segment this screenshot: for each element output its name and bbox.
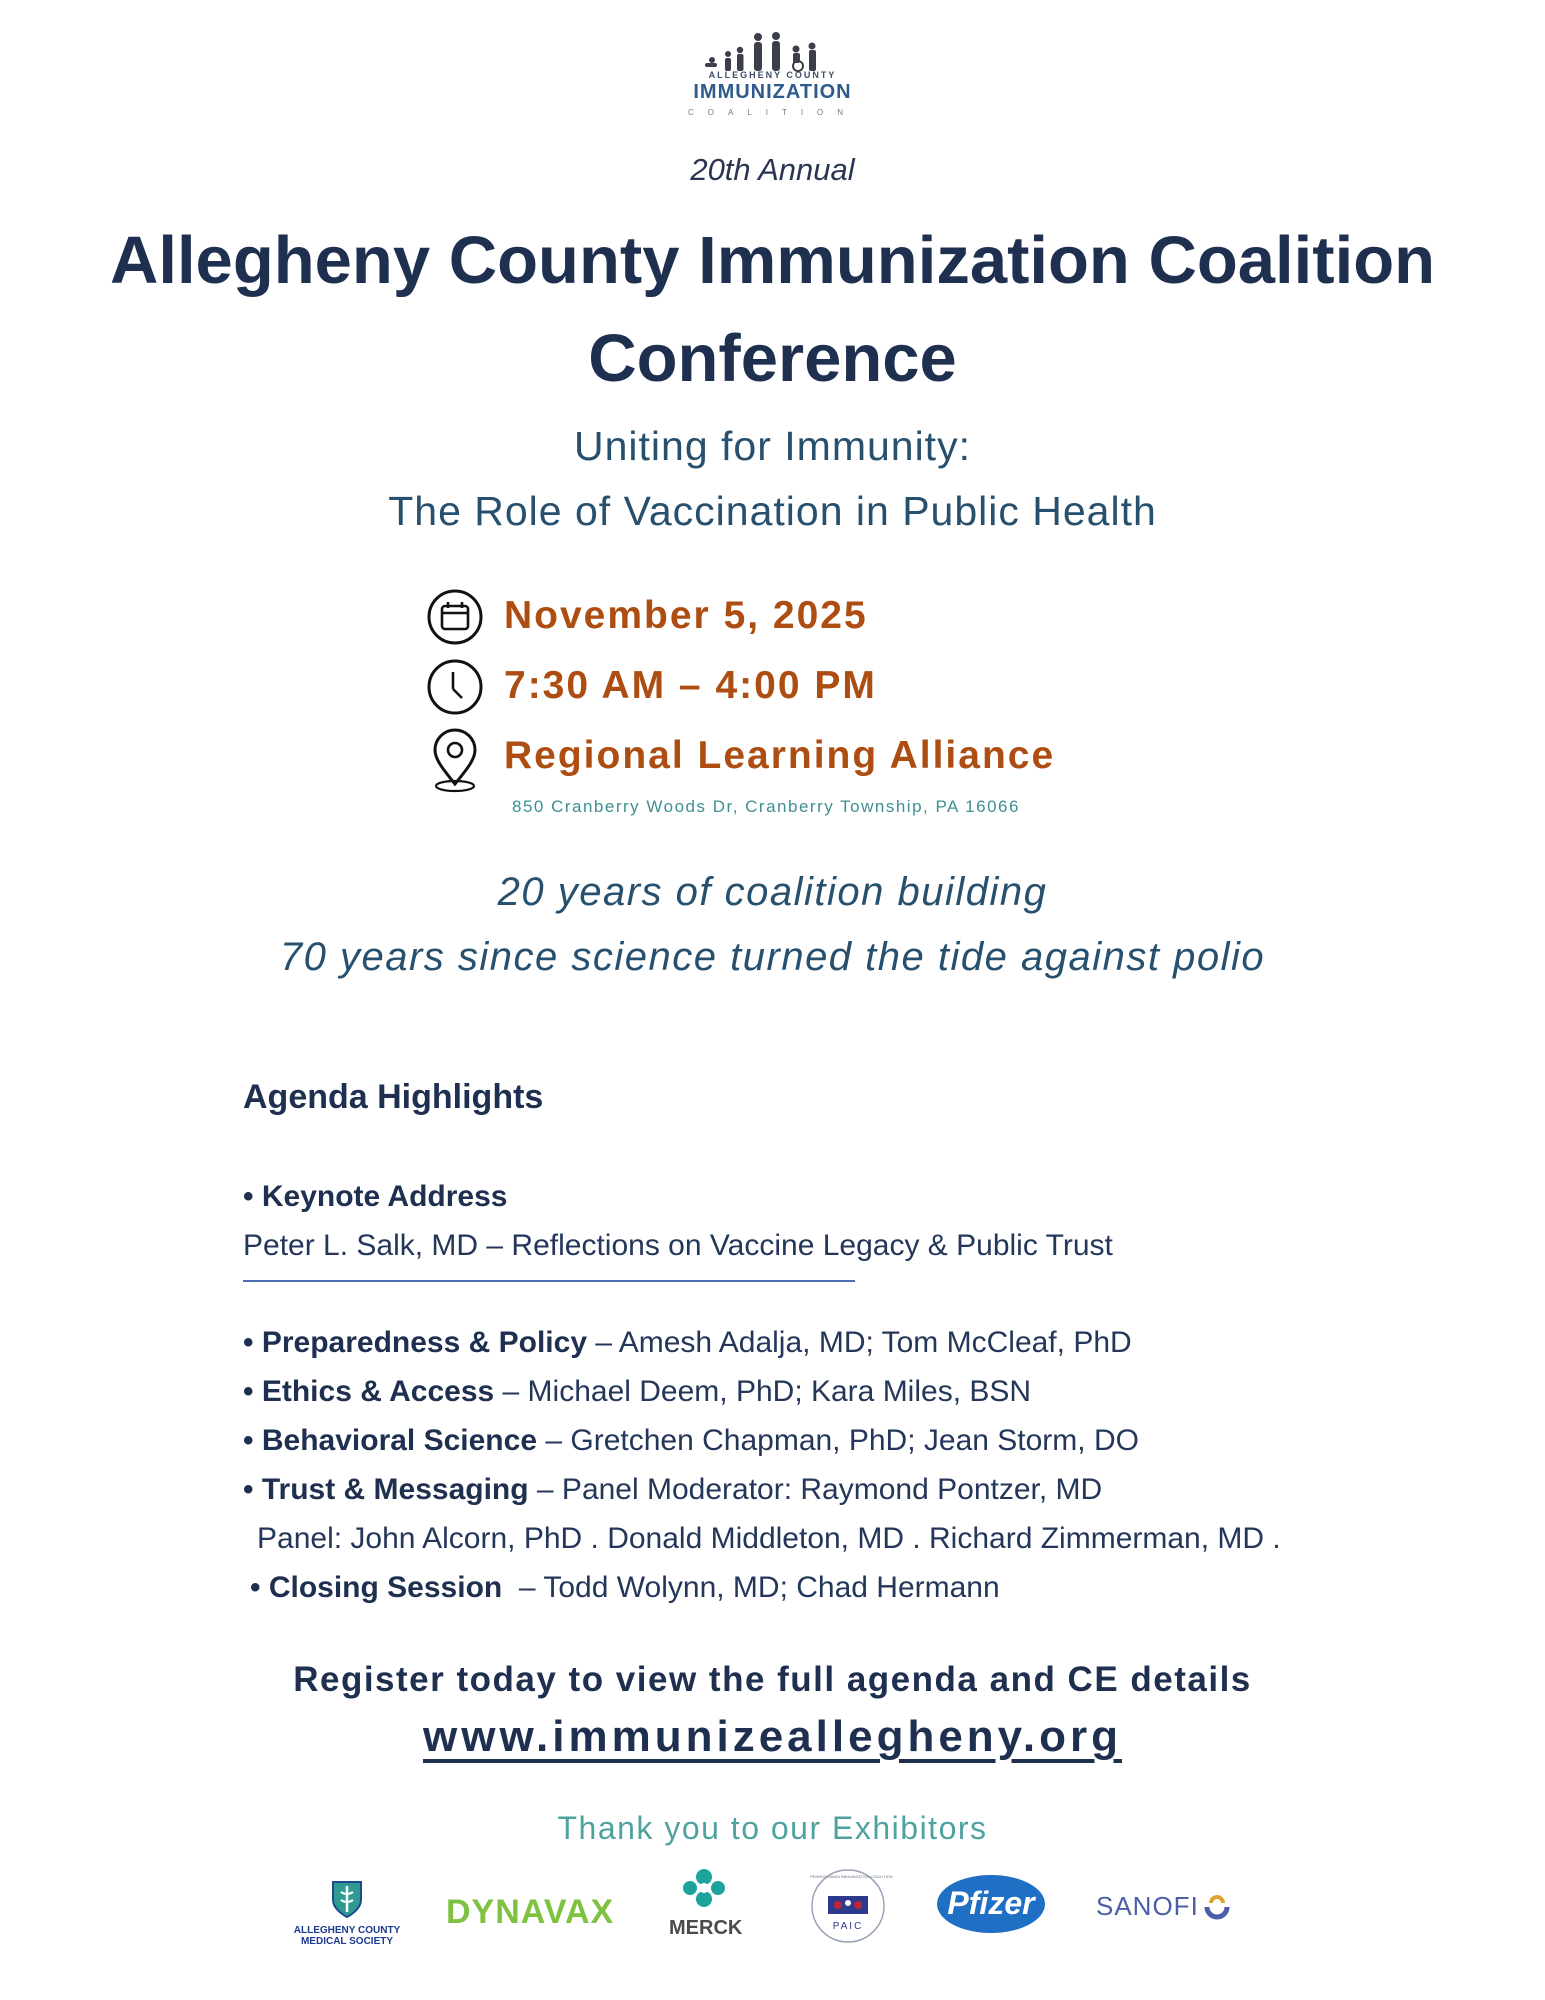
exhibitors-heading: Thank you to our Exhibitors [557,1810,988,1846]
merck-emblem-icon [681,1868,727,1908]
event-time: 7:30 AM – 4:00 PM [504,664,877,707]
acms-line-1: ALLEGHENY COUNTY [293,1925,401,1936]
sanofi-text: SANOFI [1096,1891,1199,1921]
tagline-1: 20 years of coalition building [497,870,1048,914]
title-line-1: Allegheny County Immunization Coalition [109,223,1436,298]
subtitle-line-2: The Role of Vaccination in Public Health [388,488,1157,534]
paic-seal-icon [810,1868,893,1944]
agenda-item-bullet: • [243,1375,254,1408]
logo-main-text: IMMUNIZATION [693,81,852,103]
annual-label: 20th Annual [690,152,855,187]
agenda-item [243,1424,1139,1458]
merck-logo [669,1868,743,1940]
event-address: 850 Cranberry Woods Dr, Cranberry Township, PA 16066 [512,797,1020,816]
agenda-item-detail: – Michael Deem, PhD; Kara Miles, BSN [494,1375,1032,1408]
keynote-detail: Peter L. Salk, MD – Reflections on Vaccine Legacy & Public Trust [243,1229,1113,1262]
register-text: Register today to view the full agenda and CE details [293,1660,1252,1699]
paic-text: PAIC [832,1921,864,1932]
subtitle-line-1: Uniting for Immunity: [574,423,971,469]
closing-detail: – Todd Wolynn, MD; Chad Hermann [502,1571,1000,1604]
agenda-item [243,1375,1031,1409]
agenda-item [243,1326,1132,1360]
agenda-item [243,1473,1102,1507]
location-pin-icon [426,728,484,794]
paic-logo [810,1868,893,1944]
clock-icon [426,658,484,716]
agenda-item-bullet: • [243,1326,254,1359]
logo-sub-text: COALITION [687,108,858,117]
conference-theme [0,414,1545,544]
acms-logo [282,1878,412,1947]
closing-label: • Closing Session [250,1571,503,1604]
coalition-logo [0,30,1545,125]
title-line-2: Conference [588,321,957,396]
sanofi-logo [1096,1891,1231,1922]
agenda-item-label: Preparedness & Policy [261,1326,588,1359]
agenda-item-label: Trust & Messaging [261,1473,529,1506]
dynavax-logo: DYNAVAX [446,1893,615,1931]
agenda-item-label: Behavioral Science [261,1424,538,1457]
logo-small-text: ALLEGHENY COUNTY [708,70,837,80]
event-venue: Regional Learning Alliance [504,734,1056,777]
agenda-item-bullet: • [243,1424,254,1457]
keynote-divider [243,1280,855,1282]
closing-session [250,1571,1000,1605]
keynote-label-text: • Keynote Address [243,1180,508,1213]
agenda-item-detail: – Gretchen Chapman, PhD; Jean Storm, DO [537,1424,1139,1457]
event-date: November 5, 2025 [504,594,868,637]
paic-arc-text: PENNSYLVANIA IMMUNIZATION COALITION [810,1874,893,1879]
agenda-item-label: Ethics & Access [261,1375,495,1408]
panel-list: Panel: John Alcorn, PhD . Donald Middleton, MD . Richard Zimmerman, MD . [257,1522,1281,1555]
pfizer-logo [935,1873,1047,1935]
agenda-item-bullet: • [243,1473,254,1506]
acms-line-2: MEDICAL SOCIETY [300,1936,394,1947]
pfizer-text: Pfizer [947,1885,1035,1921]
family-silhouette-icon [700,32,830,72]
merck-text: MERCK [669,1917,743,1939]
agenda-item-detail: – Panel Moderator: Raymond Pontzer, MD [528,1473,1103,1506]
calendar-icon [426,588,484,646]
keynote-label [243,1180,507,1214]
tagline-2: 70 years since science turned the tide against polio [279,935,1266,979]
sanofi-swirl-icon [1203,1893,1231,1921]
agenda-heading: Agenda Highlights [243,1078,544,1116]
page-title [0,212,1545,408]
caduceus-shield-icon [327,1878,367,1920]
agenda-item-detail: – Amesh Adalja, MD; Tom McCleaf, PhD [587,1326,1132,1359]
website-link[interactable]: www.immunizeallegheny.org [423,1712,1122,1761]
